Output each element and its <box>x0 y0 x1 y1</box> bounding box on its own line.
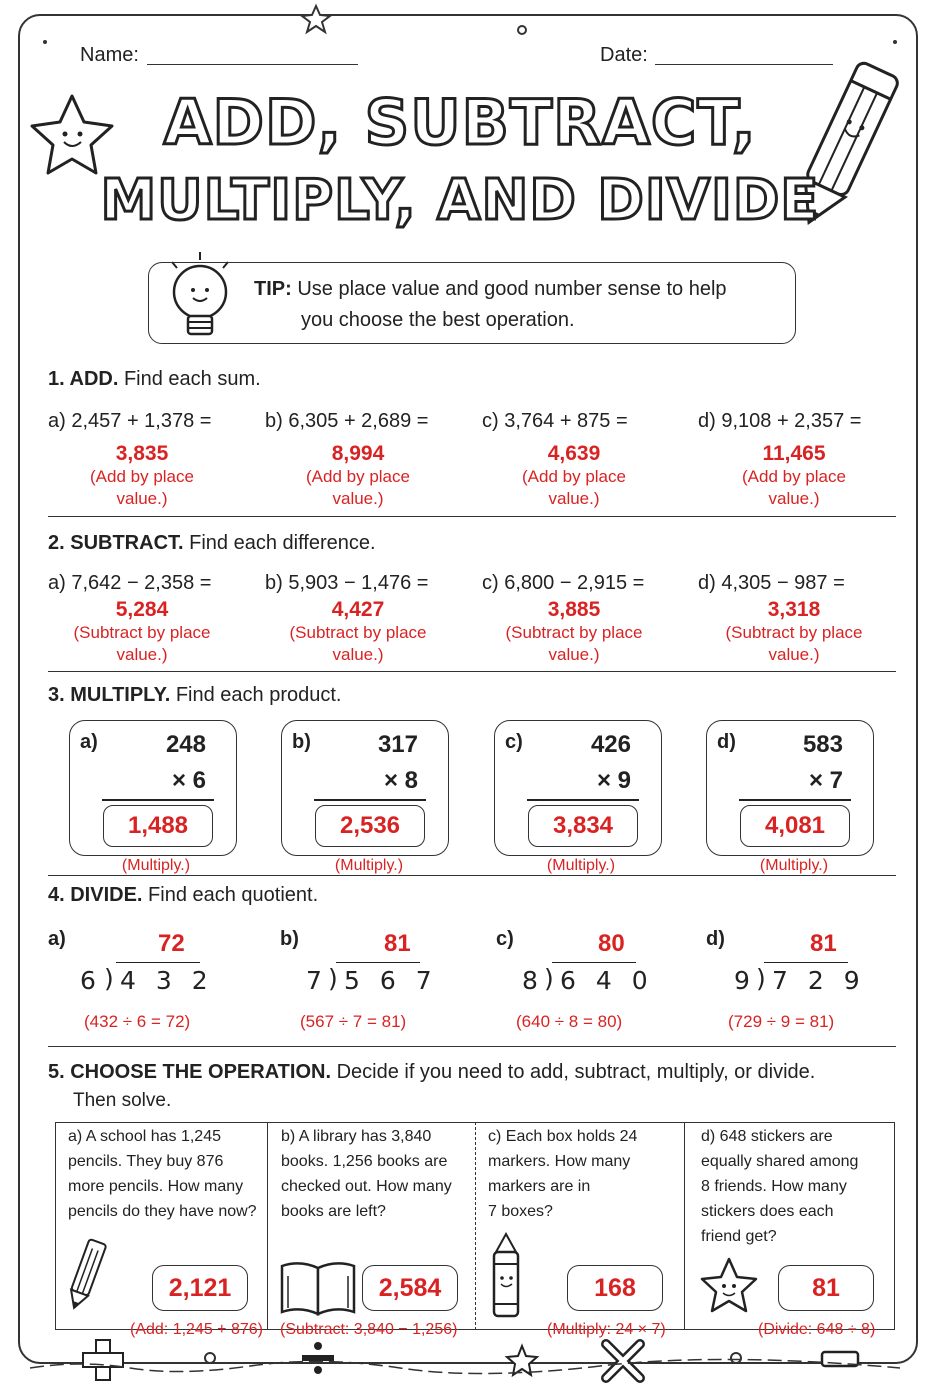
card-label: b) <box>292 731 311 753</box>
column-divider <box>684 1122 685 1330</box>
divide-problem-d <box>706 926 906 1036</box>
card-label: c) <box>505 731 523 753</box>
quotient: 81 <box>810 930 837 957</box>
tip-line2: you choose the best operation. <box>301 309 575 331</box>
factor-bottom: × 9 <box>596 767 631 794</box>
problem-line: markers are in <box>488 1178 591 1195</box>
answer: 5,284 <box>115 598 169 621</box>
answer: 3,318 <box>767 598 821 621</box>
answer-note: value.) <box>768 645 820 664</box>
word-problem-d <box>701 1124 858 1249</box>
crayon-icon <box>484 1232 528 1322</box>
problem-line: more pencils. How many <box>68 1178 244 1195</box>
factor-bottom: × 7 <box>808 767 843 794</box>
problem-line: d) 648 stickers are <box>701 1128 833 1145</box>
dividend: 7 2 9 <box>772 966 866 995</box>
answer-note: (Add by place <box>306 467 410 486</box>
divide-note: (567 ÷ 7 = 81) <box>300 1012 407 1031</box>
factor-top: 317 <box>377 731 418 758</box>
date-field[interactable] <box>655 64 833 65</box>
card-label: a) <box>80 731 98 753</box>
answer-note: (Add by place <box>90 467 194 486</box>
word-answer-b: 2,584 <box>362 1265 458 1311</box>
problem-line: stickers does each <box>701 1203 834 1220</box>
section3-heading <box>48 684 341 707</box>
section2-instruction: Find each difference. <box>189 532 376 554</box>
multiply-note-c: (Multiply.) <box>546 857 616 874</box>
problem-line: pencils. They buy 876 <box>68 1153 224 1170</box>
division-bracket: ) <box>756 964 766 993</box>
problem-line: pencils do they have now? <box>68 1203 257 1220</box>
product-bar <box>739 799 851 801</box>
problem-line: checked out. How many <box>281 1178 452 1195</box>
star-icon <box>698 1256 760 1316</box>
sub-problem-c: c) 6,800 − 2,915 = <box>482 572 645 594</box>
factor-bottom: × 6 <box>171 767 206 794</box>
answer-note: (Subtract by place <box>289 623 427 642</box>
divider <box>48 516 896 517</box>
divider <box>48 875 896 876</box>
section3-instruction: Find each product. <box>175 684 342 706</box>
date-label: Date: <box>600 44 648 66</box>
factor-top: 583 <box>802 731 843 758</box>
tip-label: TIP: <box>254 278 292 300</box>
sub-answer-d <box>704 598 884 666</box>
multiply-note-d: (Multiply.) <box>759 857 829 874</box>
problem-line: books are left? <box>281 1203 386 1220</box>
section3-title: 3. MULTIPLY. <box>48 684 171 706</box>
dividend: 6 4 0 <box>560 966 654 995</box>
division-bar <box>336 962 420 963</box>
division-bracket: ) <box>104 964 114 993</box>
section4-heading <box>48 884 318 907</box>
tip-line1 <box>254 274 727 305</box>
problem-line: c) Each box holds 24 <box>488 1128 638 1145</box>
add-problem-d: d) 9,108 + 2,357 = <box>698 410 862 432</box>
dot-icon <box>731 1353 741 1363</box>
answer-note: (Subtract by place <box>725 623 863 642</box>
product-answer: 2,536 <box>315 805 425 847</box>
product-bar <box>527 799 639 801</box>
section5-heading <box>48 1061 815 1084</box>
word-problem-b <box>281 1124 452 1224</box>
answer-note: value.) <box>548 645 600 664</box>
divisor: 7 <box>306 966 328 995</box>
add-problem-b: b) 6,305 + 2,689 = <box>265 410 429 432</box>
tip-text1: Use place value and good number sense to help <box>297 278 727 300</box>
multiply-card-c <box>494 720 662 856</box>
star-small-icon <box>507 1346 537 1375</box>
dividend: 4 3 2 <box>120 966 214 995</box>
answer-note: value.) <box>548 489 600 508</box>
answer: 4,639 <box>547 442 601 465</box>
word-problem-c <box>488 1124 637 1224</box>
sub-answer-c <box>484 598 664 666</box>
product-answer: 1,488 <box>103 805 213 847</box>
multiply-note-b: (Multiply.) <box>334 857 404 874</box>
sub-answer-b <box>268 598 448 666</box>
section1-instruction: Find each sum. <box>123 368 261 390</box>
quotient: 80 <box>598 930 625 957</box>
problem-line: a) A school has 1,245 <box>68 1128 221 1145</box>
problem-label: a) <box>48 928 66 950</box>
multiply-card-d <box>706 720 874 856</box>
sub-problem-a: a) 7,642 − 2,358 = <box>48 572 212 594</box>
section5-title: 5. CHOOSE THE OPERATION. <box>48 1061 331 1083</box>
answer-note: value.) <box>768 489 820 508</box>
multiply-card-a <box>69 720 237 856</box>
divide-icon <box>302 1342 334 1374</box>
dividend: 5 6 7 <box>344 966 438 995</box>
answer-note: (Subtract by place <box>73 623 211 642</box>
section4-instruction: Find each quotient. <box>148 884 319 906</box>
division-bar <box>116 962 200 963</box>
divide-note: (640 ÷ 8 = 80) <box>516 1012 623 1031</box>
problem-label: d) <box>706 928 725 950</box>
dot-icon <box>43 40 47 44</box>
product-answer: 4,081 <box>740 805 850 847</box>
name-label: Name: <box>80 44 139 66</box>
divide-note: (432 ÷ 6 = 72) <box>84 1012 191 1031</box>
division-bracket: ) <box>328 964 338 993</box>
section2-title: 2. SUBTRACT. <box>48 532 184 554</box>
add-answer-a <box>52 442 232 510</box>
answer: 8,994 <box>331 442 385 465</box>
word-note-d: (Divide: 648 ÷ 8) <box>758 1321 876 1338</box>
answer: 4,427 <box>331 598 385 621</box>
answer-note: value.) <box>116 489 168 508</box>
division-bar <box>552 962 636 963</box>
plus-icon <box>83 1340 123 1380</box>
multiply-note-a: (Multiply.) <box>121 857 191 874</box>
column-divider <box>267 1122 268 1330</box>
section1-title: 1. ADD. <box>48 368 119 390</box>
times-icon <box>606 1344 640 1378</box>
add-answer-c <box>484 442 664 510</box>
word-answer-a: 2,121 <box>152 1265 248 1311</box>
factor-top: 426 <box>590 731 631 758</box>
answer: 3,885 <box>547 598 601 621</box>
card-label: d) <box>717 731 736 753</box>
problem-line: friend get? <box>701 1228 777 1245</box>
product-bar <box>314 799 426 801</box>
section2-heading <box>48 532 376 555</box>
word-note-b: (Subtract: 3,840 − 1,256) <box>280 1321 458 1338</box>
problem-line: books. 1,256 books are <box>281 1153 448 1170</box>
column-divider <box>475 1122 476 1330</box>
section1-heading <box>48 368 261 391</box>
problem-line: b) A library has 3,840 <box>281 1128 432 1145</box>
sub-answer-a <box>52 598 232 666</box>
divisor: 9 <box>734 966 756 995</box>
answer-note: (Add by place <box>742 467 846 486</box>
section4-title: 4. DIVIDE. <box>48 884 143 906</box>
section5-instruction2: Then solve. <box>73 1090 172 1111</box>
answer-note: value.) <box>332 645 384 664</box>
divider <box>48 671 896 672</box>
product-bar <box>102 799 214 801</box>
word-answer-c: 168 <box>567 1265 663 1311</box>
answer-note: (Subtract by place <box>505 623 643 642</box>
problem-label: b) <box>280 928 299 950</box>
title-line2: MULTIPLY, AND DIVIDE <box>100 168 820 233</box>
divide-note: (729 ÷ 9 = 81) <box>728 1012 835 1031</box>
add-answer-d <box>704 442 884 510</box>
answer: 3,835 <box>115 442 169 465</box>
sub-problem-d: d) 4,305 − 987 = <box>698 572 845 594</box>
problem-line: 8 friends. How many <box>701 1178 847 1195</box>
add-problem-c: c) 3,764 + 875 = <box>482 410 628 432</box>
divider <box>48 1046 896 1047</box>
division-bracket: ) <box>544 964 554 993</box>
add-answer-b <box>268 442 448 510</box>
answer: 11,465 <box>762 442 826 465</box>
factor-bottom: × 8 <box>383 767 418 794</box>
sub-problem-b: b) 5,903 − 1,476 = <box>265 572 429 594</box>
division-bar <box>764 962 848 963</box>
answer-note: value.) <box>116 645 168 664</box>
divide-problem-c <box>496 926 706 1036</box>
quotient: 81 <box>384 930 411 957</box>
title-line1: ADD, SUBTRACT, <box>163 86 757 159</box>
pencil-icon <box>60 1236 120 1318</box>
word-answer-d: 81 <box>778 1265 874 1311</box>
divide-problem-a <box>48 926 258 1036</box>
book-icon <box>278 1258 358 1318</box>
name-field[interactable] <box>147 64 358 65</box>
dot-icon <box>205 1353 215 1363</box>
problem-line: markers. How many <box>488 1153 631 1170</box>
divide-problem-b <box>280 926 490 1036</box>
word-problem-a <box>68 1124 257 1224</box>
top-star-icon <box>302 6 330 32</box>
word-note-a: (Add: 1,245 + 876) <box>130 1321 263 1338</box>
factor-top: 248 <box>165 731 206 758</box>
answer-note: value.) <box>332 489 384 508</box>
answer-note: (Add by place <box>522 467 626 486</box>
add-problem-a: a) 2,457 + 1,378 = <box>48 410 212 432</box>
divisor: 8 <box>522 966 544 995</box>
dot-icon <box>893 40 897 44</box>
quotient: 72 <box>158 930 185 957</box>
section5-instruction: Decide if you need to add, subtract, multiply, or divide. <box>336 1061 816 1083</box>
word-note-c: (Multiply: 24 × 7) <box>547 1321 666 1338</box>
problem-label: c) <box>496 928 514 950</box>
dot-icon <box>518 26 526 34</box>
multiply-card-b <box>281 720 449 856</box>
divisor: 6 <box>80 966 102 995</box>
problem-line: 7 boxes? <box>488 1203 553 1220</box>
product-answer: 3,834 <box>528 805 638 847</box>
problem-line: equally shared among <box>701 1153 859 1170</box>
